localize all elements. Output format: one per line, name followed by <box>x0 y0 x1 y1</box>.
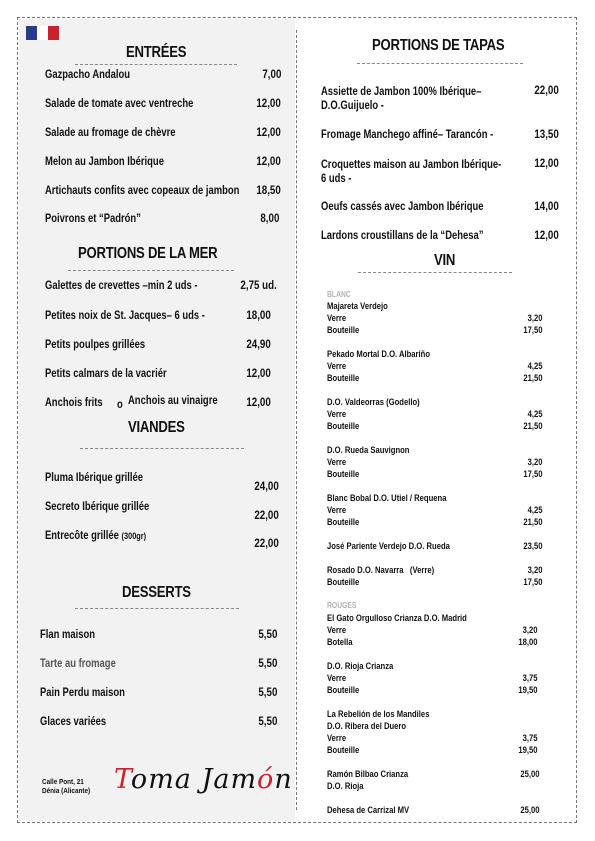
menu-item-connector: o <box>117 399 123 411</box>
menu-item-weight: (300gr) <box>121 531 147 541</box>
menu-item-name: Secreto Ibérique grillée <box>45 501 150 513</box>
menu-item-price: 24,00 <box>254 481 279 493</box>
wine-serving: Verre <box>327 673 347 683</box>
menu-item-price: 5,50 <box>257 687 277 699</box>
menu-item-name: Pain Perdu maison <box>40 687 125 699</box>
wine-price: 21,50 <box>523 421 543 431</box>
menu-item-name: Galettes de crevettes –min 2 uds - <box>45 280 198 292</box>
wine-price: 3,20 <box>528 313 543 323</box>
wine-serving: Bouteille <box>327 577 360 587</box>
wine-price: 25,00 <box>520 805 540 815</box>
menu-item-name: Anchois frits <box>45 397 103 409</box>
wine-serving: Bouteille <box>327 685 360 695</box>
wine-price: 4,25 <box>528 361 543 371</box>
menu-item-price: 5,50 <box>257 629 277 641</box>
divider-line <box>80 448 244 449</box>
restaurant-logo <box>114 764 293 795</box>
menu-item-name: Pluma Ibérique grillée <box>45 472 144 484</box>
wine-serving: Verre <box>327 409 347 419</box>
menu-item-price: 18,50 <box>256 185 281 197</box>
menu-item-name-text: Entrecôte grillée <box>45 530 119 542</box>
divider-line <box>68 270 234 271</box>
logo-letter: m <box>148 764 175 795</box>
tapas-title: PORTIONS DE TAPAS <box>372 37 505 54</box>
wine-price: 3,75 <box>523 673 538 683</box>
logo-letter: m <box>230 764 258 795</box>
wine-price: 25,00 <box>520 769 540 779</box>
logo-letter <box>192 764 202 795</box>
mer-title: PORTIONS DE LA MER <box>78 245 218 262</box>
menu-item-name: Fromage Manchego affiné– Tarancón - <box>321 129 494 141</box>
menu-item-price: 12,00 <box>256 127 281 139</box>
wine-name: El Gato Orgulloso Crianza D.O. Madrid <box>327 613 467 623</box>
menu-item-price: 13,50 <box>534 129 559 141</box>
desserts-title: DESSERTS <box>122 584 191 601</box>
menu-item-price: 7,00 <box>261 69 281 81</box>
menu-item-price: 12,00 <box>534 158 559 170</box>
menu-item-price: 22,00 <box>534 85 559 97</box>
menu-item-name: Glaces variées <box>40 716 107 728</box>
wine-serving: Bouteille <box>327 421 360 431</box>
menu-item-name: Lardons croustillans de la “Dehesa” <box>321 230 484 242</box>
menu-item-price: 12,00 <box>246 397 271 409</box>
menu-item-name-line: Assiette de Jambon 100% Ibérique– <box>321 86 482 98</box>
menu-item-name <box>321 158 501 186</box>
menu-item-price: 22,00 <box>254 538 279 550</box>
menu-item-name: Petites noix de St. Jacques– 6 uds - <box>45 310 205 322</box>
menu-item-price: 5,50 <box>257 716 277 728</box>
wine-serving: Verre <box>327 361 347 371</box>
menu-item-name-line: 6 uds - <box>321 173 352 185</box>
wine-price: 19,50 <box>518 745 538 755</box>
wine-section-blanc: BLANC <box>327 290 351 299</box>
wine-price: 3,20 <box>528 565 543 575</box>
vin-title: VIN <box>434 252 456 269</box>
wine-name: Blanc Bobal D.O. Utiel / Requena <box>327 493 447 503</box>
wine-name: Pekado Mortal D.O. Albariño <box>327 349 431 359</box>
wine-name: D.O. Rioja Crianza <box>327 661 394 671</box>
wine-name: Ramón Bilbao Crianza <box>327 769 409 779</box>
menu-item-price: 22,00 <box>254 510 279 522</box>
wine-price: 4,25 <box>528 409 543 419</box>
menu-item-name-line: Croquettes maison au Jambon Ibérique- <box>321 159 502 171</box>
wine-name: La Rebelión de los Mandiles <box>327 709 430 719</box>
menu-item-price: 12,00 <box>246 368 271 380</box>
column-divider <box>296 30 297 810</box>
divider-line <box>358 272 512 273</box>
menu-item-name-alt: Anchois au vinaigre <box>128 395 218 407</box>
wine-section-rouges: ROUGES <box>327 601 357 610</box>
menu-item-price: 2,75 ud. <box>240 280 277 292</box>
wine-name-origin: D.O. Ribera del Duero <box>327 721 407 731</box>
menu-item-price: 24,90 <box>246 339 271 351</box>
wine-serving: Verre <box>327 505 347 515</box>
menu-item-price: 12,00 <box>256 98 281 110</box>
address-city: Dénia (Alicante) <box>42 786 91 795</box>
wine-price: 17,50 <box>523 469 543 479</box>
wine-price: 17,50 <box>523 577 543 587</box>
logo-letter: a <box>213 764 231 795</box>
menu-item-price: 8,00 <box>259 213 279 225</box>
divider-line <box>75 608 239 609</box>
entrees-title: ENTRÉES <box>126 44 187 61</box>
logo-letter: n <box>274 764 293 795</box>
wine-name: Dehesa de Carrizal MV <box>327 805 410 815</box>
wine-serving: Verre <box>327 457 347 467</box>
wine-price: 23,50 <box>523 541 543 551</box>
menu-item-name: Tarte au fromage <box>40 658 116 670</box>
menu-item-price: 12,00 <box>534 230 559 242</box>
wine-name: José Pariente Verdejo D.O. Rueda <box>327 541 450 551</box>
logo-letter: a <box>174 764 192 795</box>
wine-price: 18,00 <box>518 637 538 647</box>
menu-item-name: Petits poulpes grillées <box>45 339 146 351</box>
divider-line <box>75 64 237 65</box>
wine-price: 4,25 <box>528 505 543 515</box>
wine-serving: Bouteille <box>327 517 360 527</box>
address-street: Calle Pont, 21 <box>42 777 84 786</box>
wine-name: D.O. Valdeorras (Godello) <box>327 397 420 407</box>
menu-item-name: Salade de tomate avec ventreche <box>45 98 194 110</box>
wine-serving: Bouteille <box>327 745 360 755</box>
divider-line <box>357 63 523 64</box>
menu-item-name <box>321 85 481 113</box>
menu-item-price: 12,00 <box>256 156 281 168</box>
menu-item-name <box>45 530 146 542</box>
wine-name: D.O. Rueda Sauvignon <box>327 445 410 455</box>
menu-item-price: 5,50 <box>257 658 277 670</box>
wine-price: 17,50 <box>523 325 543 335</box>
french-flag-icon <box>26 26 59 40</box>
wine-serving: Verre <box>327 625 347 635</box>
menu-item-name: Oeufs cassés avec Jambon Ibérique <box>321 201 484 213</box>
wine-serving: Bouteille <box>327 373 360 383</box>
menu-item-name: Flan maison <box>40 629 96 641</box>
wine-name-origin: D.O. Rioja <box>327 781 364 791</box>
logo-letter: J <box>201 764 214 795</box>
wine-price: 3,20 <box>528 457 543 467</box>
menu-item-name-line: D.O.Guijuelo - <box>321 100 384 112</box>
wine-serving: Botella <box>327 637 353 647</box>
menu-item-price: 18,00 <box>246 310 271 322</box>
wine-price: 21,50 <box>523 373 543 383</box>
wine-serving: Verre <box>327 733 347 743</box>
wine-name: Rosado D.O. Navarra (Verre) <box>327 565 435 575</box>
viandes-title: VIANDES <box>128 419 185 436</box>
wine-serving: Bouteille <box>327 469 360 479</box>
wine-serving: Verre <box>327 313 347 323</box>
wine-price: 3,20 <box>523 625 538 635</box>
wine-price: 21,50 <box>523 517 543 527</box>
wine-serving: Bouteille <box>327 325 360 335</box>
menu-item-name: Poivrons et “Padrón” <box>45 213 141 225</box>
logo-letter: o <box>130 764 149 795</box>
address <box>42 777 90 795</box>
wine-price: 19,50 <box>518 685 538 695</box>
menu-item-name: Petits calmars de la vacriér <box>45 368 167 380</box>
menu-item-name: Melon au Jambon Ibérique <box>45 156 164 168</box>
menu-item-name: Salade au fromage de chèvre <box>45 127 176 139</box>
menu-item-price: 14,00 <box>534 201 559 213</box>
logo-letter: T <box>114 764 131 795</box>
wine-price: 3,75 <box>523 733 538 743</box>
logo-letter: ó <box>257 764 275 795</box>
wine-name: Majareta Verdejo <box>327 301 388 311</box>
menu-item-name: Artichauts confits avec copeaux de jambon <box>45 185 240 197</box>
menu-item-name: Gazpacho Andalou <box>45 69 131 81</box>
